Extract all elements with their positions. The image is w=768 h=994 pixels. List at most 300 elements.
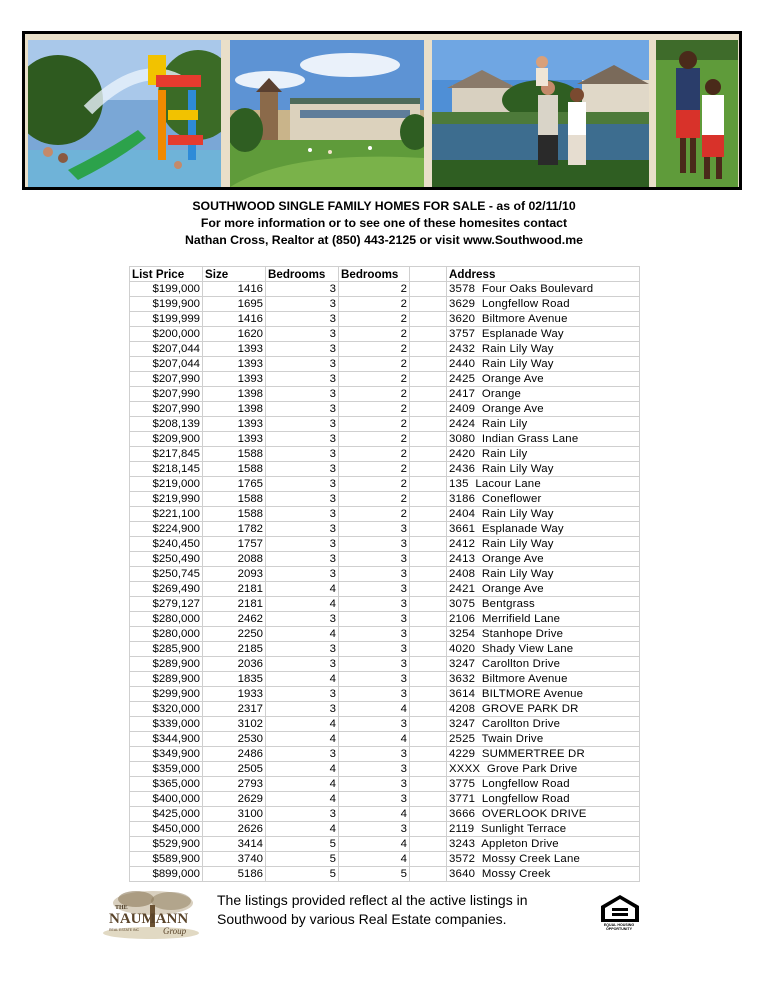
cell-list-price: $320,000 [130, 702, 203, 717]
cell-bedrooms-2: 3 [339, 522, 410, 537]
cell-bedrooms: 4 [266, 732, 339, 747]
table-row [130, 672, 640, 687]
cell-size: 1620 [203, 327, 266, 342]
cell-address: 2413 Orange Ave [447, 552, 640, 567]
cell-bedrooms: 3 [266, 522, 339, 537]
cell-list-price: $221,100 [130, 507, 203, 522]
cell-blank [410, 387, 447, 402]
cell-size: 2505 [203, 762, 266, 777]
cell-bedrooms: 3 [266, 447, 339, 462]
cell-address: 3572 Mossy Creek Lane [447, 852, 640, 867]
equal-housing-caption-line-1: EQUAL HOUSING [603, 923, 635, 927]
cell-blank [410, 477, 447, 492]
cell-address: 2420 Rain Lily [447, 447, 640, 462]
table-row [130, 762, 640, 777]
cell-address: 3186 Coneflower [447, 492, 640, 507]
cell-bedrooms-2: 3 [339, 747, 410, 762]
cell-list-price: $250,490 [130, 552, 203, 567]
cell-bedrooms-2: 2 [339, 417, 410, 432]
column-header-address: Address [447, 267, 640, 282]
cell-address: 3661 Esplanade Way [447, 522, 640, 537]
cell-bedrooms-2: 4 [339, 837, 410, 852]
cell-list-price: $289,900 [130, 657, 203, 672]
cell-blank [410, 687, 447, 702]
column-header-bedrooms-2: Bedrooms [339, 267, 410, 282]
cell-bedrooms: 4 [266, 627, 339, 642]
cell-address: 3620 Biltmore Avenue [447, 312, 640, 327]
family-lake-photo [432, 40, 649, 187]
cell-address: 4229 SUMMERTREE DR [447, 747, 640, 762]
table-row [130, 342, 640, 357]
svg-text:THE: THE [115, 905, 128, 911]
cell-size: 2629 [203, 792, 266, 807]
cell-address: 3614 BILTMORE Avenue [447, 687, 640, 702]
cell-size: 1695 [203, 297, 266, 312]
cell-blank [410, 462, 447, 477]
cell-bedrooms: 3 [266, 507, 339, 522]
cell-address: 3080 Indian Grass Lane [447, 432, 640, 447]
cell-list-price: $199,900 [130, 297, 203, 312]
cell-blank [410, 282, 447, 297]
cell-bedrooms: 4 [266, 582, 339, 597]
heading-realtor-line: Nathan Cross, Realtor at (850) 443-2125 or visit www.Southwood.me [185, 233, 583, 247]
cell-bedrooms: 3 [266, 567, 339, 582]
column-header-size: Size [203, 267, 266, 282]
table-row [130, 837, 640, 852]
cell-blank [410, 312, 447, 327]
cell-bedrooms-2: 3 [339, 672, 410, 687]
cell-list-price: $285,900 [130, 642, 203, 657]
cell-blank [410, 297, 447, 312]
cell-size: 1393 [203, 432, 266, 447]
table-row [130, 282, 640, 297]
cell-blank [410, 762, 447, 777]
cell-address: 2432 Rain Lily Way [447, 342, 640, 357]
equal-housing-caption [594, 923, 644, 931]
cell-list-price: $199,999 [130, 312, 203, 327]
cell-size: 2486 [203, 747, 266, 762]
cell-bedrooms-2: 3 [339, 762, 410, 777]
table-row [130, 522, 640, 537]
cell-list-price: $207,044 [130, 342, 203, 357]
cell-blank [410, 567, 447, 582]
cell-blank [410, 537, 447, 552]
cell-size: 1782 [203, 522, 266, 537]
cell-size: 1588 [203, 462, 266, 477]
cell-bedrooms: 3 [266, 312, 339, 327]
cell-bedrooms-2: 3 [339, 582, 410, 597]
cell-bedrooms: 4 [266, 672, 339, 687]
cell-blank [410, 867, 447, 882]
cell-list-price: $207,990 [130, 387, 203, 402]
table-row [130, 297, 640, 312]
svg-text:REAL ESTATE INC: REAL ESTATE INC [109, 928, 140, 932]
table-row [130, 327, 640, 342]
table-row [130, 507, 640, 522]
cell-address: 2412 Rain Lily Way [447, 537, 640, 552]
cell-bedrooms-2: 2 [339, 342, 410, 357]
cell-bedrooms: 5 [266, 837, 339, 852]
table-header-row [130, 267, 640, 282]
cell-address: 2409 Orange Ave [447, 402, 640, 417]
cell-list-price: $359,000 [130, 762, 203, 777]
cell-address: 3757 Esplanade Way [447, 327, 640, 342]
equal-housing-caption-line-2: OPPORTUNITY [606, 927, 632, 931]
cell-list-price: $269,490 [130, 582, 203, 597]
cell-address: 2421 Orange Ave [447, 582, 640, 597]
cell-size: 2530 [203, 732, 266, 747]
column-header-bedrooms: Bedrooms [266, 267, 339, 282]
banner-frame [25, 34, 739, 187]
cell-bedrooms: 5 [266, 852, 339, 867]
cell-blank [410, 372, 447, 387]
cell-bedrooms-2: 4 [339, 732, 410, 747]
cell-bedrooms: 3 [266, 372, 339, 387]
cell-size: 1416 [203, 282, 266, 297]
cell-bedrooms: 3 [266, 537, 339, 552]
cell-bedrooms-2: 3 [339, 792, 410, 807]
table-row [130, 477, 640, 492]
table-row [130, 402, 640, 417]
cell-address: 3243 Appleton Drive [447, 837, 640, 852]
cell-size: 1765 [203, 477, 266, 492]
cell-bedrooms-2: 3 [339, 537, 410, 552]
cell-list-price: $240,450 [130, 537, 203, 552]
cell-list-price: $299,900 [130, 687, 203, 702]
table-row [130, 687, 640, 702]
cell-bedrooms-2: 4 [339, 852, 410, 867]
cell-bedrooms: 3 [266, 387, 339, 402]
cell-list-price: $280,000 [130, 627, 203, 642]
cell-bedrooms-2: 3 [339, 657, 410, 672]
cell-bedrooms: 3 [266, 282, 339, 297]
cell-address: 3771 Longfellow Road [447, 792, 640, 807]
cell-blank [410, 327, 447, 342]
cell-size: 3740 [203, 852, 266, 867]
cell-bedrooms: 3 [266, 552, 339, 567]
table-row [130, 447, 640, 462]
cell-address: 4208 GROVE PARK DR [447, 702, 640, 717]
cell-bedrooms-2: 2 [339, 327, 410, 342]
cell-list-price: $289,900 [130, 672, 203, 687]
cell-address: 3640 Mossy Creek [447, 867, 640, 882]
cell-size: 3102 [203, 717, 266, 732]
cell-list-price: $207,044 [130, 357, 203, 372]
cell-blank [410, 822, 447, 837]
cell-list-price: $218,145 [130, 462, 203, 477]
cell-address: 3247 Carollton Drive [447, 657, 640, 672]
cell-list-price: $200,000 [130, 327, 203, 342]
water-park-photo [28, 40, 221, 187]
cell-blank [410, 642, 447, 657]
cell-list-price: $344,900 [130, 732, 203, 747]
cell-size: 3414 [203, 837, 266, 852]
cell-blank [410, 807, 447, 822]
cell-bedrooms-2: 2 [339, 387, 410, 402]
cell-bedrooms: 3 [266, 342, 339, 357]
cell-bedrooms-2: 3 [339, 777, 410, 792]
cell-bedrooms-2: 3 [339, 642, 410, 657]
cell-address: 3775 Longfellow Road [447, 777, 640, 792]
cell-size: 2626 [203, 822, 266, 837]
cell-list-price: $219,990 [130, 492, 203, 507]
cell-address: 3254 Stanhope Drive [447, 627, 640, 642]
table-row [130, 357, 640, 372]
table-row [130, 657, 640, 672]
table-row [130, 777, 640, 792]
cell-size: 1393 [203, 357, 266, 372]
cell-bedrooms: 3 [266, 807, 339, 822]
cell-blank [410, 492, 447, 507]
cell-bedrooms-2: 2 [339, 447, 410, 462]
table-row [130, 312, 640, 327]
listings-disclaimer [217, 891, 577, 929]
cell-list-price: $279,127 [130, 597, 203, 612]
cell-list-price: $450,000 [130, 822, 203, 837]
cell-bedrooms: 3 [266, 297, 339, 312]
table-row [130, 717, 640, 732]
cell-bedrooms: 3 [266, 747, 339, 762]
cell-size: 1393 [203, 342, 266, 357]
cell-list-price: $224,900 [130, 522, 203, 537]
table-row [130, 492, 640, 507]
cell-bedrooms-2: 3 [339, 822, 410, 837]
cell-blank [410, 552, 447, 567]
cell-list-price: $425,000 [130, 807, 203, 822]
cell-list-price: $208,139 [130, 417, 203, 432]
cell-address: 2440 Rain Lily Way [447, 357, 640, 372]
table-row [130, 597, 640, 612]
table-row [130, 432, 640, 447]
cell-bedrooms-2: 2 [339, 507, 410, 522]
column-header-list-price: List Price [130, 267, 203, 282]
cell-address: 3632 Biltmore Avenue [447, 672, 640, 687]
cell-bedrooms-2: 2 [339, 432, 410, 447]
cell-bedrooms: 5 [266, 867, 339, 882]
cell-bedrooms-2: 4 [339, 702, 410, 717]
cell-bedrooms-2: 3 [339, 717, 410, 732]
cell-size: 2088 [203, 552, 266, 567]
cell-bedrooms-2: 2 [339, 477, 410, 492]
cell-bedrooms-2: 2 [339, 402, 410, 417]
cell-bedrooms: 3 [266, 642, 339, 657]
cell-bedrooms-2: 3 [339, 687, 410, 702]
cell-list-price: $219,000 [130, 477, 203, 492]
svg-text:Group: Group [163, 926, 187, 936]
cell-bedrooms-2: 2 [339, 492, 410, 507]
cell-bedrooms-2: 3 [339, 597, 410, 612]
cell-address: 2425 Orange Ave [447, 372, 640, 387]
cell-blank [410, 597, 447, 612]
cell-bedrooms: 4 [266, 717, 339, 732]
photo-banner [22, 31, 742, 190]
cell-list-price: $207,990 [130, 372, 203, 387]
cell-list-price: $339,000 [130, 717, 203, 732]
cell-bedrooms-2: 2 [339, 297, 410, 312]
cell-blank [410, 432, 447, 447]
cell-size: 2462 [203, 612, 266, 627]
cell-blank [410, 672, 447, 687]
cell-bedrooms-2: 2 [339, 372, 410, 387]
cell-size: 2793 [203, 777, 266, 792]
cell-blank [410, 792, 447, 807]
disclaimer-line-2: Southwood by various Real Estate companies. [217, 911, 507, 927]
table-row [130, 627, 640, 642]
cell-list-price: $365,000 [130, 777, 203, 792]
cell-bedrooms: 3 [266, 687, 339, 702]
table-row [130, 387, 640, 402]
cell-bedrooms: 3 [266, 492, 339, 507]
heading-title: SOUTHWOOD SINGLE FAMILY HOMES FOR SALE - as of 02/11/10 [192, 199, 576, 213]
cell-blank [410, 777, 447, 792]
table-row [130, 792, 640, 807]
cell-size: 2181 [203, 582, 266, 597]
cell-list-price: $529,900 [130, 837, 203, 852]
table-row [130, 582, 640, 597]
cell-size: 1757 [203, 537, 266, 552]
cell-size: 2181 [203, 597, 266, 612]
table-row [130, 732, 640, 747]
cell-bedrooms-2: 3 [339, 627, 410, 642]
cell-size: 2185 [203, 642, 266, 657]
cell-address: 3075 Bentgrass [447, 597, 640, 612]
cell-blank [410, 732, 447, 747]
cell-address: 2106 Merrifield Lane [447, 612, 640, 627]
cell-address: 3666 OVERLOOK DRIVE [447, 807, 640, 822]
cell-blank [410, 402, 447, 417]
naumann-group-logo [101, 889, 201, 941]
cell-address: 3578 Four Oaks Boulevard [447, 282, 640, 297]
cell-blank [410, 852, 447, 867]
cell-list-price: $589,900 [130, 852, 203, 867]
cell-bedrooms: 4 [266, 777, 339, 792]
table-row [130, 822, 640, 837]
cell-size: 2317 [203, 702, 266, 717]
cell-size: 1393 [203, 417, 266, 432]
cell-bedrooms-2: 2 [339, 282, 410, 297]
cell-address: 2408 Rain Lily Way [447, 567, 640, 582]
cell-blank [410, 837, 447, 852]
svg-text:NAUMANN: NAUMANN [109, 911, 189, 927]
cell-size: 1393 [203, 372, 266, 387]
cell-blank [410, 357, 447, 372]
cell-blank [410, 627, 447, 642]
cell-bedrooms: 4 [266, 762, 339, 777]
cell-list-price: $349,900 [130, 747, 203, 762]
cell-address: 2424 Rain Lily [447, 417, 640, 432]
cell-blank [410, 522, 447, 537]
cell-bedrooms-2: 3 [339, 612, 410, 627]
cell-size: 2036 [203, 657, 266, 672]
cell-bedrooms-2: 2 [339, 312, 410, 327]
cell-address: 4020 Shady View Lane [447, 642, 640, 657]
cell-bedrooms: 3 [266, 432, 339, 447]
cell-blank [410, 717, 447, 732]
cell-list-price: $217,845 [130, 447, 203, 462]
table-row [130, 852, 640, 867]
cell-bedrooms-2: 2 [339, 357, 410, 372]
cell-size: 1416 [203, 312, 266, 327]
cell-blank [410, 747, 447, 762]
cell-size: 5186 [203, 867, 266, 882]
table-row [130, 417, 640, 432]
column-header-blank [410, 267, 447, 282]
cell-blank [410, 342, 447, 357]
cell-bedrooms-2: 5 [339, 867, 410, 882]
cell-size: 3100 [203, 807, 266, 822]
table-row [130, 747, 640, 762]
cell-blank [410, 657, 447, 672]
cell-bedrooms: 3 [266, 477, 339, 492]
cell-blank [410, 507, 447, 522]
listings-body [130, 282, 640, 882]
cell-list-price: $250,745 [130, 567, 203, 582]
cell-size: 1835 [203, 672, 266, 687]
cell-bedrooms: 3 [266, 357, 339, 372]
cell-address: 2417 Orange [447, 387, 640, 402]
cell-blank [410, 447, 447, 462]
town-center-photo [230, 40, 424, 187]
cell-blank [410, 612, 447, 627]
cell-address: 2119 Sunlight Terrace [447, 822, 640, 837]
cell-bedrooms: 4 [266, 792, 339, 807]
cell-bedrooms: 4 [266, 597, 339, 612]
cell-address: 2404 Rain Lily Way [447, 507, 640, 522]
table-row [130, 552, 640, 567]
cell-bedrooms: 3 [266, 402, 339, 417]
cell-list-price: $207,990 [130, 402, 203, 417]
cell-bedrooms: 3 [266, 417, 339, 432]
cell-list-price: $400,000 [130, 792, 203, 807]
cell-bedrooms: 3 [266, 612, 339, 627]
cell-blank [410, 582, 447, 597]
cell-size: 1588 [203, 507, 266, 522]
table-row [130, 807, 640, 822]
cell-bedrooms-2: 3 [339, 567, 410, 582]
cell-list-price: $280,000 [130, 612, 203, 627]
cell-size: 1398 [203, 387, 266, 402]
cell-bedrooms: 4 [266, 822, 339, 837]
heading-contact-line: For more information or to see one of these homesites contact [200, 216, 568, 230]
cell-address: 2436 Rain Lily Way [447, 462, 640, 477]
cell-size: 2250 [203, 627, 266, 642]
page-heading [100, 198, 668, 249]
cell-list-price: $209,900 [130, 432, 203, 447]
listings-table [129, 266, 640, 882]
table-row [130, 462, 640, 477]
disclaimer-line-1: The listings provided reflect al the active listings in [217, 892, 528, 908]
cell-bedrooms-2: 4 [339, 807, 410, 822]
table-row [130, 372, 640, 387]
table-row [130, 867, 640, 882]
cell-size: 1398 [203, 402, 266, 417]
cell-address: 2525 Twain Drive [447, 732, 640, 747]
father-son-photo [656, 40, 738, 187]
cell-blank [410, 702, 447, 717]
cell-bedrooms: 3 [266, 327, 339, 342]
table-row [130, 567, 640, 582]
cell-bedrooms: 3 [266, 462, 339, 477]
table-row [130, 702, 640, 717]
cell-list-price: $199,000 [130, 282, 203, 297]
cell-size: 1588 [203, 447, 266, 462]
cell-bedrooms: 3 [266, 702, 339, 717]
cell-list-price: $899,000 [130, 867, 203, 882]
table-row [130, 537, 640, 552]
cell-bedrooms-2: 3 [339, 552, 410, 567]
table-row [130, 612, 640, 627]
cell-size: 1933 [203, 687, 266, 702]
